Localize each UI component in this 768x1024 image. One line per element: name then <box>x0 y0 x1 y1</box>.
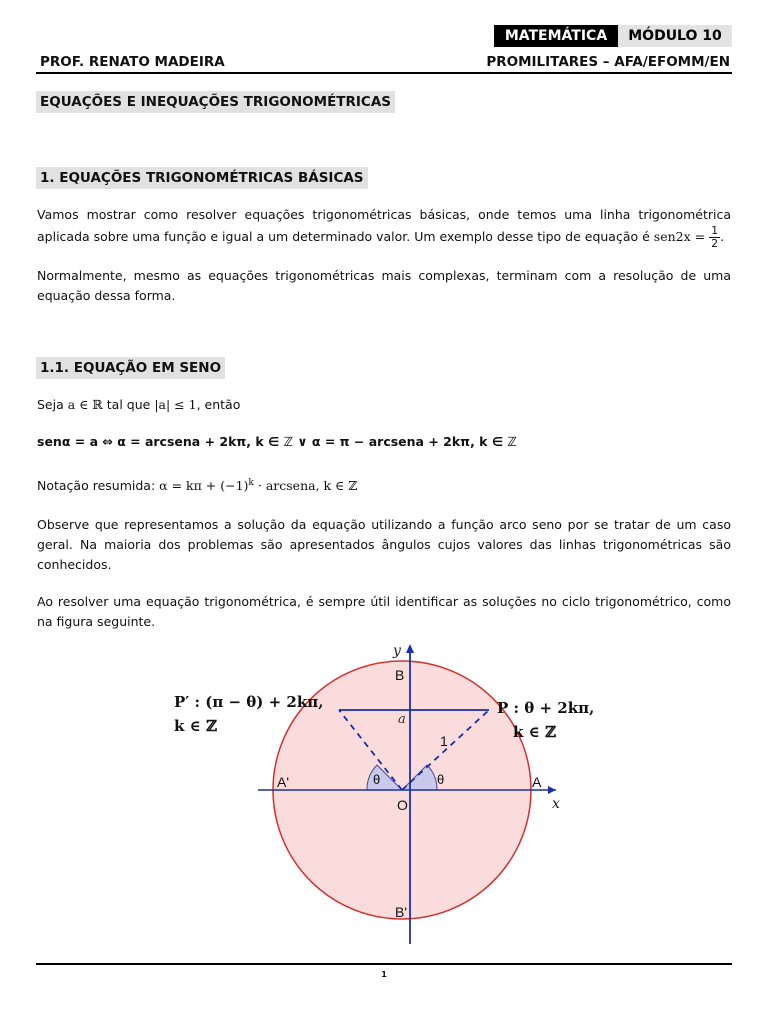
module-badge: MÓDULO 10 <box>618 25 732 47</box>
course-name: PROMILITARES – AFA/EFOMM/EN <box>486 54 730 70</box>
y-axis-label: y <box>393 643 401 659</box>
author-name: PROF. RENATO MADEIRA <box>40 54 225 70</box>
example-period: . <box>720 229 725 244</box>
point-a-prime-label: A' <box>277 774 290 790</box>
p-prime-annotation-line1: P′ : (π − θ) + 2kπ, <box>174 693 324 711</box>
notation-exponent: k <box>248 478 254 488</box>
fraction-numerator: 1 <box>711 224 719 237</box>
seja-text-1: Seja <box>37 397 64 412</box>
theta-label-right: θ <box>437 772 445 787</box>
x-axis-arrow <box>548 786 556 794</box>
seja-line <box>37 397 240 412</box>
example-fraction <box>709 225 720 250</box>
notation-formula-a: α = kπ + (−1) <box>159 478 249 494</box>
footer-rule <box>36 963 732 965</box>
x-axis-label: x <box>552 796 560 812</box>
paragraph-1-text: Vamos mostrar como resolver equações trigonométricas básicas, onde temos uma linha trigonométrica aplicada sobre uma função e igual a um determinado valor. Um exemplo desse tipo de equação é <box>37 207 731 244</box>
notation-line <box>37 478 357 493</box>
subject-badge: MATEMÁTICA <box>494 25 618 47</box>
example-equation-lhs: sen2x = <box>653 229 706 244</box>
sine-value-label: a <box>398 712 406 727</box>
theta-label-left: θ <box>373 772 381 787</box>
fraction-denominator: 2 <box>711 237 719 250</box>
point-b-label: B <box>395 667 405 683</box>
header-rule <box>36 72 732 74</box>
p-annotation-line2: k ∈ ℤ <box>513 723 556 741</box>
sine-equation-solution: senα = a ⇔ α = arcsena + 2kπ, k ∈ ℤ ∨ α = π − arcsena + 2kπ, k ∈ ℤ <box>37 434 517 449</box>
section-1-heading: 1. EQUAÇÕES TRIGONOMÉTRICAS BÁSICAS <box>36 167 368 189</box>
seja-math-1: a ∈ ℝ <box>67 397 103 412</box>
section-1-1-heading: 1.1. EQUAÇÃO EM SENO <box>36 357 225 379</box>
p-annotation-line1: P : θ + 2kπ, <box>497 699 595 717</box>
trig-circle-figure <box>150 632 600 950</box>
y-axis-arrow <box>406 644 414 653</box>
section-1-paragraph-2: Normalmente, mesmo as equações trigonométricas mais complexas, terminam com a resolução de uma equação dessa forma. <box>37 268 731 303</box>
seja-text-3: , então <box>196 397 241 412</box>
document-title: EQUAÇÕES E INEQUAÇÕES TRIGONOMÉTRICAS <box>36 91 395 113</box>
seja-text-2: tal que <box>106 397 151 412</box>
radius-length-label: 1 <box>440 733 448 749</box>
section-1-paragraph-1 <box>37 205 731 250</box>
origin-label: O <box>397 797 408 813</box>
notation-label: Notação resumida: <box>37 478 156 494</box>
point-b-prime-label: B' <box>395 904 408 920</box>
section-1-1-paragraph-4: Ao resolver uma equação trigonométrica, é sempre útil identificar as soluções no ciclo trigonométrico, como na figura seguinte. <box>37 594 731 629</box>
page-number: 1 <box>381 970 387 979</box>
point-a-label: A <box>532 774 542 790</box>
p-prime-annotation-line2: k ∈ ℤ <box>174 717 217 735</box>
notation-formula-b: · arcsena, k ∈ ℤ <box>257 478 358 494</box>
seja-math-2: |a| ≤ 1 <box>154 397 197 412</box>
section-1-1-paragraph-3: Observe que representamos a solução da equação utilizando a função arco seno por se tratar de um caso geral. Na maioria dos problemas são apresentados ângulos cujos valores das linhas trigonométricas são conhecidos. <box>37 517 731 572</box>
